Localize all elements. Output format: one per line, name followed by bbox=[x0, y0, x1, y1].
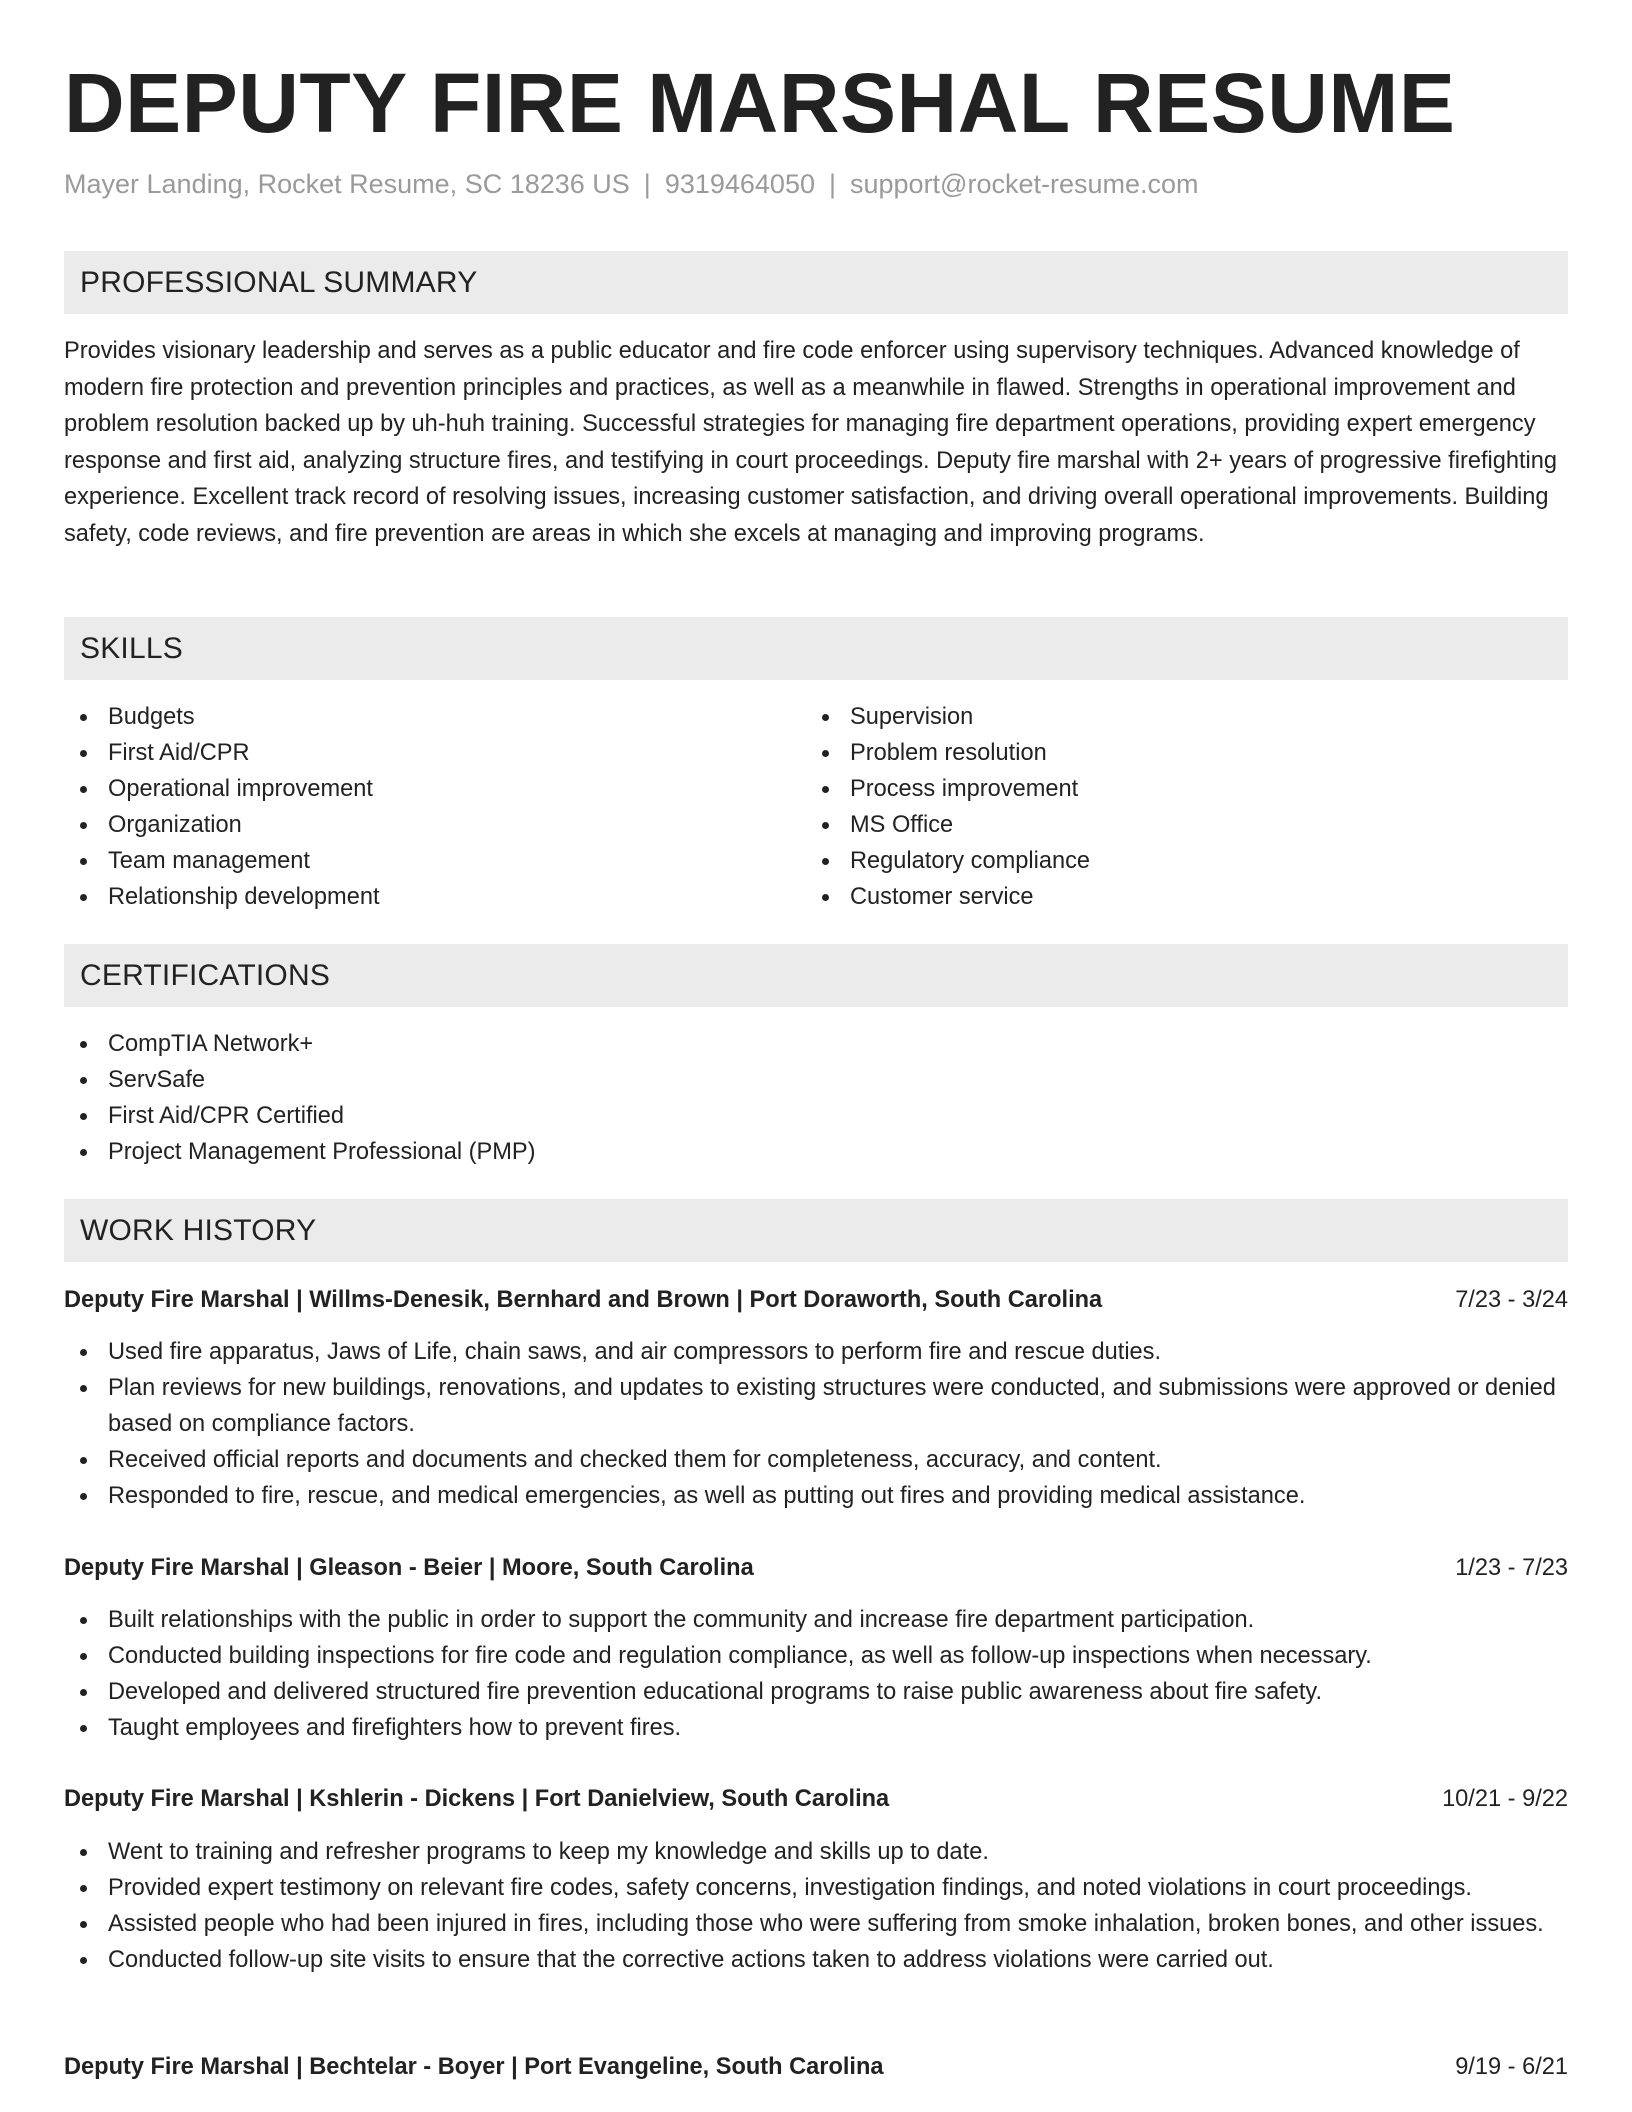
job-bullet: Responded to fire, rescue, and medical emergencies, as well as putting out fires and providing medical assistance. bbox=[64, 1478, 1568, 1514]
job-bullet: Taught employees and firefighters how to prevent fires. bbox=[64, 1710, 1568, 1746]
job-header bbox=[64, 1781, 1568, 1817]
skill-item: MS Office bbox=[806, 807, 1546, 843]
work-history-section-header bbox=[64, 1199, 1568, 1262]
skill-item: Regulatory compliance bbox=[806, 843, 1546, 879]
job-bullet: Conducted follow-up site visits to ensure that the corrective actions taken to address violations were carried out. bbox=[64, 1942, 1568, 1978]
skill-item: Operational improvement bbox=[64, 771, 804, 807]
skills-list-left bbox=[64, 699, 804, 915]
work-history-heading: WORK HISTORY bbox=[80, 1214, 317, 1247]
skills-list-right bbox=[806, 699, 1546, 915]
job-bullet: Assisted people who had been injured in fires, including those who were suffering from smoke inhalation, broken bones, and other issues. bbox=[64, 1906, 1568, 1942]
job-dates: 10/21 - 9/22 bbox=[1442, 1786, 1568, 1812]
job-title: Deputy Fire Marshal | Willms-Denesik, Bernhard and Brown | Port Doraworth, South Carolina bbox=[64, 1287, 1103, 1313]
certifications-section-header bbox=[64, 944, 1568, 1007]
job-bullet: Conducted building inspections for fire code and regulation compliance, as well as follow-up inspections when necessary. bbox=[64, 1638, 1568, 1674]
job-title: Deputy Fire Marshal | Bechtelar - Boyer | Port Evangeline, South Carolina bbox=[64, 2054, 884, 2080]
contact-line bbox=[64, 166, 1199, 202]
contact-phone: 9319464050 bbox=[664, 169, 815, 199]
job-bullet: Built relationships with the public in order to support the community and increase fire department participation. bbox=[64, 1602, 1568, 1638]
job-bullet: Went to training and refresher programs to keep my knowledge and skills up to date. bbox=[64, 1834, 1568, 1870]
job-bullet: Provided expert testimony on relevant fire codes, safety concerns, investigation findings, and noted violations in court proceedings. bbox=[64, 1870, 1568, 1906]
summary-text: Provides visionary leadership and serves as a public educator and fire code enforcer using supervisory techniques. Advanced knowledge of modern fire protection and prevention principles and practices, as well as a meanwhile in flawed. Strengths in operational improvement and problem resolution backed up by uh-huh training. Successful strategies for managing fire department operations, providing expert emergency response and first aid, analyzing structure fires, and testifying in court proceedings. Deputy fire marshal with 2+ years of progressive firefighting experience. Excellent track record of resolving issues, increasing customer satisfaction, and driving overall operational improvements. Building safety, code reviews, and fire prevention are areas in which she excels at managing and improving programs. bbox=[64, 338, 1558, 547]
certification-item: CompTIA Network+ bbox=[64, 1026, 1568, 1062]
skill-item: Problem resolution bbox=[806, 735, 1546, 771]
job-dates: 9/19 - 6/21 bbox=[1455, 2054, 1568, 2080]
job-bullets bbox=[64, 1834, 1568, 1978]
certification-item: Project Management Professional (PMP) bbox=[64, 1134, 1568, 1170]
job-header bbox=[64, 1282, 1568, 1318]
skills-section-header bbox=[64, 617, 1568, 680]
summary-section-header bbox=[64, 251, 1568, 314]
skill-item: Process improvement bbox=[806, 771, 1546, 807]
certification-item: ServSafe bbox=[64, 1062, 1568, 1098]
job-bullet: Used fire apparatus, Jaws of Life, chain saws, and air compressors to perform fire and rescue duties. bbox=[64, 1334, 1568, 1370]
skill-item: Customer service bbox=[806, 879, 1546, 915]
job-header bbox=[64, 2049, 1568, 2085]
skill-item: Budgets bbox=[64, 699, 804, 735]
skills-heading: SKILLS bbox=[80, 632, 183, 665]
resume-title: DEPUTY FIRE MARSHAL RESUME bbox=[64, 56, 1456, 150]
skill-item: First Aid/CPR bbox=[64, 735, 804, 771]
certifications-list bbox=[64, 1026, 1568, 1170]
certifications-heading: CERTIFICATIONS bbox=[80, 959, 331, 992]
certification-item: First Aid/CPR Certified bbox=[64, 1098, 1568, 1134]
contact-separator: | bbox=[828, 169, 836, 199]
job-dates: 1/23 - 7/23 bbox=[1455, 1555, 1568, 1581]
job-bullet: Received official reports and documents and checked them for completeness, accuracy, and content. bbox=[64, 1442, 1568, 1478]
skill-item: Supervision bbox=[806, 699, 1546, 735]
contact-address: Mayer Landing, Rocket Resume, SC 18236 US bbox=[64, 169, 630, 199]
job-title: Deputy Fire Marshal | Gleason - Beier | Moore, South Carolina bbox=[64, 1555, 754, 1581]
contact-separator: | bbox=[643, 169, 651, 199]
job-bullet: Developed and delivered structured fire prevention educational programs to raise public awareness about fire safety. bbox=[64, 1674, 1568, 1710]
skill-item: Relationship development bbox=[64, 879, 804, 915]
job-bullets bbox=[64, 1334, 1568, 1514]
job-title: Deputy Fire Marshal | Kshlerin - Dickens | Fort Danielview, South Carolina bbox=[64, 1786, 890, 1812]
skill-item: Organization bbox=[64, 807, 804, 843]
job-header bbox=[64, 1550, 1568, 1586]
job-bullets bbox=[64, 1602, 1568, 1746]
contact-email: support@rocket-resume.com bbox=[850, 169, 1199, 199]
job-bullet: Plan reviews for new buildings, renovations, and updates to existing structures were conducted, and submissions were approved or denied based on compliance factors. bbox=[64, 1370, 1568, 1442]
job-dates: 7/23 - 3/24 bbox=[1455, 1287, 1568, 1313]
skill-item: Team management bbox=[64, 843, 804, 879]
summary-heading: PROFESSIONAL SUMMARY bbox=[80, 266, 478, 299]
